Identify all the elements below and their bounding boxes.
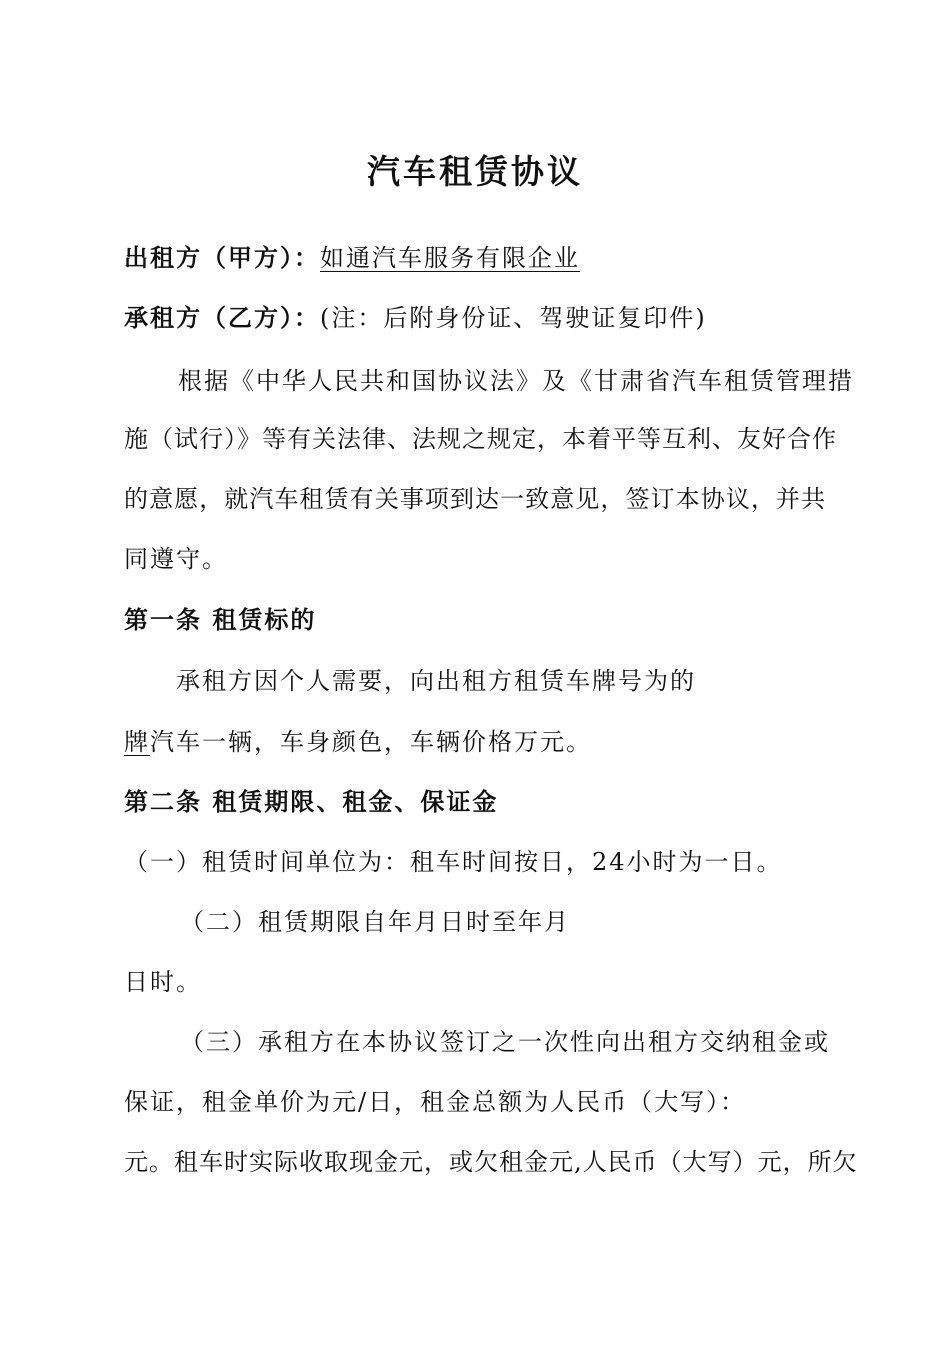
lessee-line: [124, 302, 707, 334]
preamble-line-3: 的意愿，就汽车租赁有关事项到达一致意见，签订本协议，并共: [124, 485, 826, 513]
article-2-item-2-line-2: 日时。: [124, 968, 202, 996]
lessee-label: 承租方（乙方）：: [124, 304, 320, 332]
lessor-label: 出租方（甲方）：: [124, 244, 320, 272]
article-1-line-2: [124, 726, 592, 758]
plate-blank: 牌: [124, 728, 150, 756]
article-2-item-1: （一）租赁时间单位为：租车时间按日，24小时为一日。: [124, 848, 783, 876]
article-1-heading: 第一条 租赁标的: [124, 606, 317, 634]
article-2-item-3-line-3: 元。租车时实际收取现金元，或欠租金元,人民币（大写）元，所欠: [124, 1148, 858, 1176]
article-2-item-3-line-1: （三）承租方在本协议签订之一次性向出租方交纳租金或: [180, 1028, 830, 1056]
article-2-heading: 第二条 租赁期限、租金、保证金: [124, 788, 499, 816]
article-2-item-2-line-1: （二）租赁期限自年月日时至年月: [180, 908, 570, 936]
article-1-line-1: 承租方因个人需要，向出租方租赁车牌号为的: [176, 667, 696, 695]
article-1-line-2-text: 汽车一辆，车身颜色，车辆价格万元。: [150, 728, 592, 756]
preamble-line-2: 施（试行）》等有关法律、法规之规定，本着平等互利、友好合作: [124, 425, 837, 453]
document-title: 汽车租赁协议: [367, 152, 583, 191]
lessor-line: [124, 242, 580, 274]
lessee-note: (注：后附身份证、驾驶证复印件): [320, 304, 707, 332]
preamble-line-4: 同遵守。: [124, 545, 228, 573]
lessor-name: 如通汽车服务有限企业: [320, 244, 580, 272]
preamble-line-1: 根据《中华人民共和国协议法》及《甘肃省汽车租赁管理措: [178, 367, 854, 395]
article-2-item-3-line-2: 保证，租金单价为元/日，租金总额为人民币（大写）：: [124, 1088, 747, 1116]
